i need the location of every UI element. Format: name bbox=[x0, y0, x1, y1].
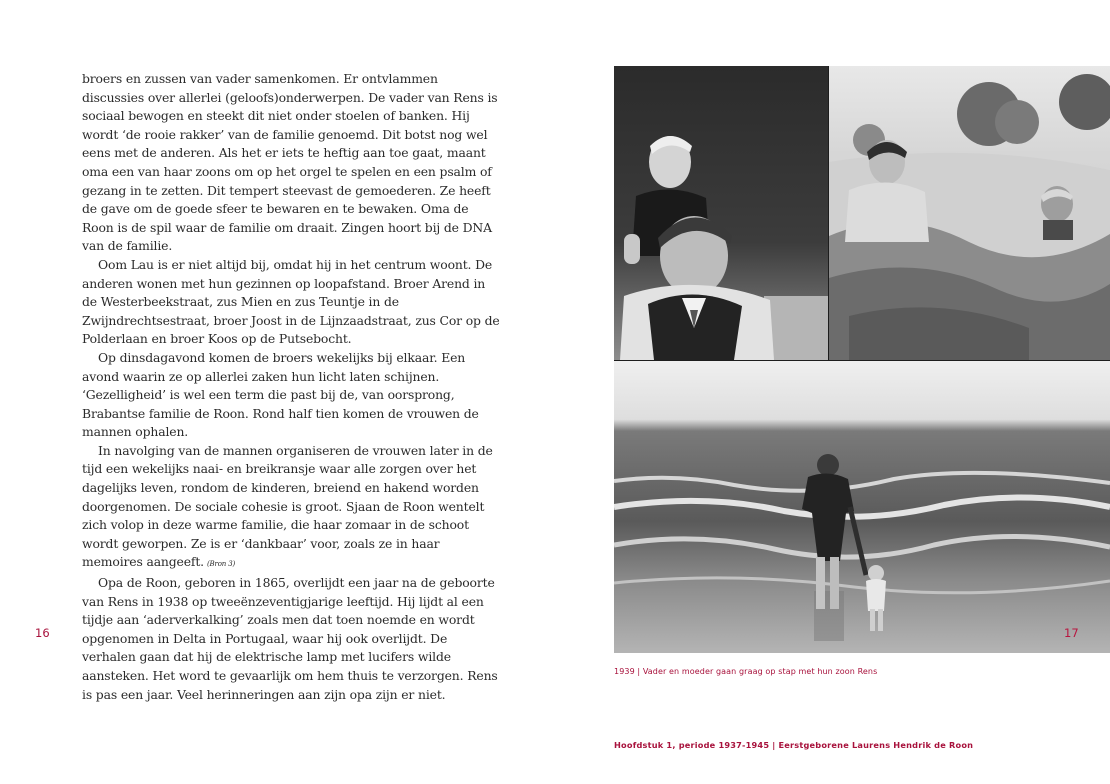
photo-mother-in-dunes bbox=[829, 66, 1110, 360]
photo-beach-walk bbox=[614, 361, 1110, 653]
page-number-left: 16 bbox=[35, 626, 50, 640]
photo-father-and-son bbox=[614, 66, 828, 360]
paragraph bbox=[82, 442, 500, 574]
right-page bbox=[555, 0, 1110, 784]
running-footer: Hoofdstuk 1, periode 1937-1945 | Eerstgeborene Laurens Hendrik de Roon bbox=[614, 740, 974, 750]
photo-collage bbox=[614, 66, 1110, 653]
paragraph-text: In navolging van de mannen organiseren de vrouwen later in de tijd een wekelijks naai- en breikransje waar alle zorgen over het dagelijks leven, rondom de kinderen, breiend en hakend worden doorgenomen. De sociale cohesie is groot. Sjaan de Roon wentelt zich volop in deze warme familie, die haar zomaar in de schoot wordt geworpen. Ze is er ‘dankbaar’ voor, zoals ze in haar memoires aangeeft. bbox=[82, 442, 493, 570]
body-text bbox=[82, 70, 500, 704]
paragraph: Oom Lau is er niet altijd bij, omdat hij in het centrum woont. De anderen wonen met hun gezinnen op loopafstand. Broer Arend in de Westerbeekstraat, zus Mien en zus Teuntje in de Zwijndrechtsestraat, broer Joost in de Lijnzaadstraat, zus Cor op de Polderlaan en broer Koos op de Putsebocht. bbox=[82, 256, 500, 347]
paragraph: broers en zussen van vader samenkomen. Er ontvlammen discussies over allerlei (geloofs)onderwerpen. De vader van Rens is sociaal bewogen en steekt dit niet onder stoelen of banken. Hij wordt ‘de rooie rakker’ van de familie genoemd. Dit botst nog wel eens met de anderen. Als het er iets te heftig aan toe gaat, maant oma een van haar zoons om op het orgel te spelen en een psalm of gezang in te zetten. Dit tempert steevast de gemoederen. Ze heeft de gave om de goede sfeer te bewaren en te bewaken. Oma de Roon is de spil waar de familie om draait. Zingen hoort bij de DNA van de familie. bbox=[82, 71, 498, 254]
source-reference: (Bron 3) bbox=[206, 560, 236, 569]
photo-caption: 1939 | Vader en moeder gaan graag op stap met hun zoon Rens bbox=[614, 667, 878, 676]
paragraph: Opa de Roon, geboren in 1865, overlijdt een jaar na de geboorte van Rens in 1938 op tweeënzeventigjarige leeftijd. Hij lijdt al een tijdje aan ‘aderverkalking’ zoals men dat toen noemde en wordt opgenomen in Delta in Portugaal, waar hij ook overlijdt. De verhalen gaan dat hij de elektrische lamp met lucifers wilde aansteken. Het word te gevaarlijk om hem thuis te verzorgen. Rens is pas een jaar. Veel herinneringen aan zijn opa zijn er niet. bbox=[82, 575, 498, 702]
page-number-right: 17 bbox=[1064, 626, 1079, 640]
paragraph: Op dinsdagavond komen de broers wekelijks bij elkaar. Een avond waarin ze op allerlei zaken hun licht laten schijnen. ‘Gezelligheid’ is wel een term die past bij de, van oorsprong, Brabantse familie de Roon. Rond half tien komen de vrouwen de mannen ophalen. bbox=[82, 349, 479, 440]
